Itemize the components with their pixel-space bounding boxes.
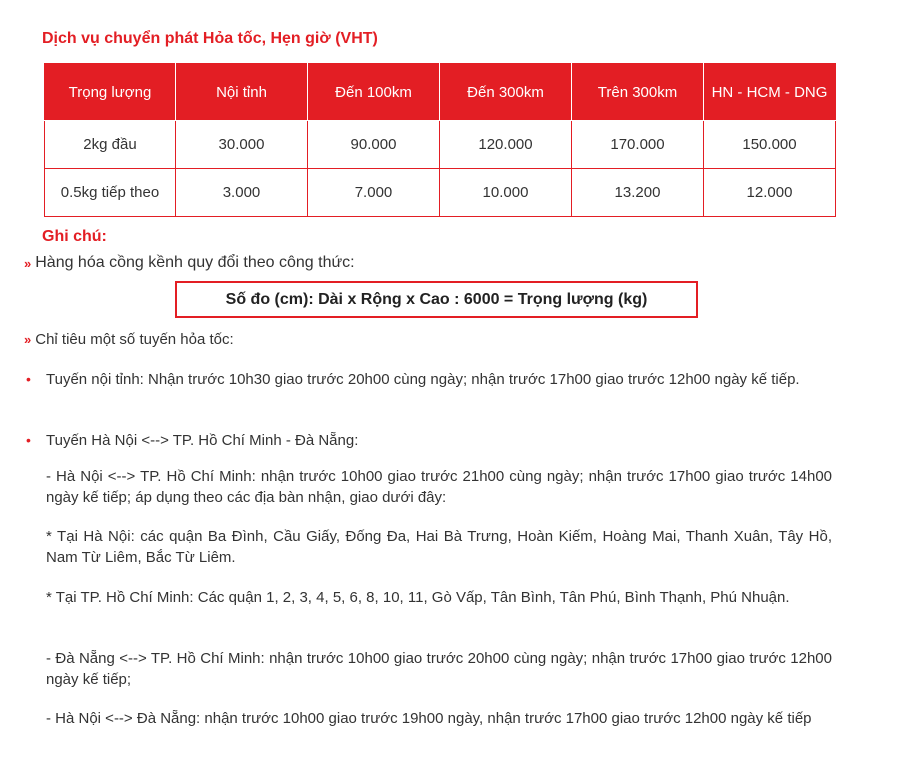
table-row — [45, 121, 836, 169]
para-hn-hcm: - Hà Nội <--> TP. Hồ Chí Minh: nhận trước 10h00 giao trước 21h00 cùng ngày; nhận trước 17h00 giao trước 14h00 ngày kế tiếp; áp dụng theo các địa bàn nhận, giao dưới đây: — [46, 468, 832, 506]
table-cell: 2kg đầu — [45, 121, 176, 169]
header-intra-province: Nội tỉnh — [176, 64, 308, 121]
para-hanoi-districts: * Tại Hà Nội: các quận Ba Đình, Cầu Giấy, Đống Đa, Hai Bà Trưng, Hoàn Kiếm, Hoàng Mai, Thanh Xuân, Tây Hồ, Nam Từ Liêm, Bắc Từ Liêm. — [46, 528, 832, 566]
page-title: Dịch vụ chuyển phát Hỏa tốc, Hẹn giờ (VHT) — [42, 30, 378, 47]
para-hn-dn: - Hà Nội <--> Đà Nẵng: nhận trước 10h00 giao trước 19h00 ngày, nhận trước 17h00 giao trước 12h00 ngày kế tiếp — [46, 710, 812, 727]
table-header-row — [45, 64, 836, 121]
table-cell: 150.000 — [704, 121, 836, 169]
header-hn-hcm-dng: HN - HCM - DNG — [704, 64, 836, 121]
header-over-300km: Trên 300km — [572, 64, 704, 121]
table-cell: 7.000 — [308, 169, 440, 217]
hn-hcm-dn-route-text: Tuyến Hà Nội <--> TP. Hồ Chí Minh - Đà Nẵng: — [46, 432, 359, 449]
local-route-text: Tuyến nội tỉnh: Nhận trước 10h30 giao trước 20h00 cùng ngày; nhận trước 17h00 giao trước 12h00 ngày kế tiếp. — [46, 371, 800, 388]
bulky-goods-text: Hàng hóa cồng kềnh quy đổi theo công thức: — [35, 254, 355, 271]
table-cell: 10.000 — [440, 169, 572, 217]
price-table — [44, 63, 836, 217]
para-dn-hcm: - Đà Nẵng <--> TP. Hồ Chí Minh: nhận trước 10h00 giao trước 20h00 cùng ngày; nhận trước 17h00 giao trước 12h00 ngày kế tiếp; — [46, 650, 832, 688]
bullet-icon: • — [26, 371, 31, 387]
table-cell: 0.5kg tiếp theo — [45, 169, 176, 217]
bullet-icon: • — [26, 432, 31, 448]
express-routes-text: Chỉ tiêu một số tuyến hỏa tốc: — [35, 331, 234, 348]
header-up-to-100km: Đến 100km — [308, 64, 440, 121]
para-hcm-districts: * Tại TP. Hồ Chí Minh: Các quận 1, 2, 3, 4, 5, 6, 8, 10, 11, Gò Vấp, Tân Bình, Tân Phú, Bình Thạnh, Phú Nhuận. — [46, 589, 790, 606]
header-weight: Trọng lượng — [45, 64, 176, 121]
notes-title: Ghi chú: — [42, 228, 107, 245]
table-cell: 12.000 — [704, 169, 836, 217]
table-cell: 90.000 — [308, 121, 440, 169]
bulky-goods-note — [24, 254, 355, 272]
table-cell: 170.000 — [572, 121, 704, 169]
dimensional-weight-formula — [175, 281, 698, 318]
double-chevron-icon: » — [24, 332, 30, 347]
bullet-local-route — [26, 369, 846, 390]
table-cell: 3.000 — [176, 169, 308, 217]
bullet-hn-hcm-dn-route — [26, 430, 846, 451]
header-up-to-300km: Đến 300km — [440, 64, 572, 121]
table-cell: 120.000 — [440, 121, 572, 169]
table-cell: 13.200 — [572, 169, 704, 217]
table-cell: 30.000 — [176, 121, 308, 169]
table-row — [45, 169, 836, 217]
formula-text: Số đo (cm): Dài x Rộng x Cao : 6000 = Trọng lượng (kg) — [225, 290, 648, 308]
double-chevron-icon: » — [24, 255, 30, 271]
express-routes-note — [24, 331, 234, 348]
